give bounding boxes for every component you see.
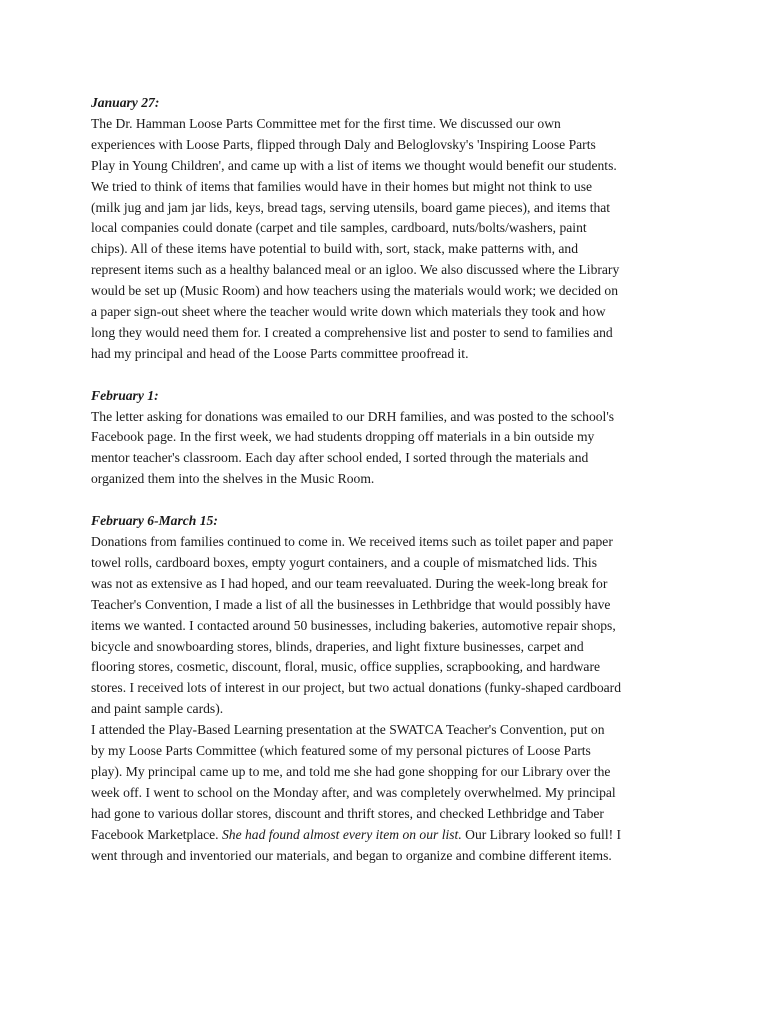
entry-text-line: a paper sign-out sheet where the teacher would write down which materials they took and how: [91, 304, 606, 320]
entry-text-line: chips). All of these items have potential to build with, sort, stack, make patterns with, and: [91, 241, 579, 257]
entry-text-line: items we wanted. I contacted around 50 businesses, including bakeries, automotive repair shops,: [91, 617, 616, 633]
entry-text-line: local companies could donate (carpet and tile samples, cardboard, nuts/bolts/washers, paint: [91, 220, 587, 236]
document-page: [91, 93, 691, 867]
entry-text-line: would be set up (Music Room) and how teachers using the materials would work; we decided on: [91, 283, 619, 299]
entry-text-line: We tried to think of items that families would have in their homes but might not think to use: [91, 178, 593, 194]
entry-text-line: Facebook page. In the first week, we had students dropping off materials in a bin outside my: [91, 429, 595, 445]
entry-text-line: mentor teacher's classroom. Each day after school ended, I sorted through the materials and: [91, 450, 589, 466]
entry-text-line: had gone to various dollar stores, discount and thrift stores, and checked Lethbridge and Taber: [91, 805, 604, 821]
entry-text-line: Donations from families continued to come in. We received items such as toilet paper and paper: [91, 534, 613, 549]
emphasized-text: She had found almost every item on our list.: [221, 826, 462, 842]
entry-text-line: went through and inventoried our materials, and began to organize and combine different items.: [91, 847, 612, 863]
entry-text-line: flooring stores, cosmetic, discount, floral, music, office supplies, scrapbooking, and hardware: [91, 659, 601, 675]
text-fragment: Our Library looked so full! I: [461, 826, 622, 842]
entry-text-line: week off. I went to school on the Monday after, and was completely overwhelmed. My principal: [91, 784, 616, 800]
entry-text-line: had my principal and head of the Loose Parts committee proofread it.: [91, 345, 469, 361]
entry-date-heading: February 6-March 15:: [91, 513, 218, 529]
entry-text-line: and paint sample cards).: [91, 701, 224, 717]
entry-text-line: Play in Young Children', and came up with a list of items we thought would benefit our students.: [91, 157, 617, 173]
journal-entry: [91, 511, 691, 866]
entry-date-heading: January 27:: [91, 95, 160, 110]
entry-text-line: towel rolls, cardboard boxes, empty yogurt containers, and a couple of mismatched lids. This: [91, 554, 597, 570]
entry-text-line: experiences with Loose Parts, flipped through Daly and Beloglovsky's 'Inspiring Loose Parts: [91, 136, 596, 152]
entry-text-line: [91, 825, 691, 846]
entry-text-line: Teacher's Convention, I made a list of all the businesses in Lethbridge that would possibly have: [91, 596, 611, 612]
entry-text-line: was not as extensive as I had hoped, and our team reevaluated. During the week-long break for: [91, 575, 608, 591]
entry-text-line: I attended the Play-Based Learning presentation at the SWATCA Teacher's Convention, put on: [91, 722, 605, 738]
entry-text-line: bicycle and snowboarding stores, blinds, draperies, and light fixture businesses, carpet and: [91, 638, 584, 654]
journal-entry: [91, 386, 691, 491]
entry-text-line: play). My principal came up to me, and told me she had gone shopping for our Library over the: [91, 763, 611, 779]
entry-text-line: by my Loose Parts Committee (which featured some of my personal pictures of Loose Parts: [91, 743, 591, 759]
entry-text-line: represent items such as a healthy balanced meal or an igloo. We also discussed where the Library: [91, 262, 620, 278]
journal-entry: [91, 93, 691, 365]
entry-text-line: The Dr. Hamman Loose Parts Committee met for the first time. We discussed our own: [91, 115, 561, 131]
entry-text-line: (milk jug and jam jar lids, keys, bread tags, serving utensils, board game pieces), and items that: [91, 199, 611, 215]
entry-text-line: The letter asking for donations was emailed to our DRH families, and was posted to the school's: [91, 408, 615, 424]
entry-date-heading: February 1:: [91, 387, 159, 403]
entry-text-line: stores. I received lots of interest in our project, but two actual donations (funky-shaped cardboard: [91, 680, 621, 696]
entry-text-line: long they would need them for. I created a comprehensive list and poster to send to families and: [91, 324, 613, 340]
text-fragment: Facebook Marketplace.: [91, 826, 222, 842]
entry-text-line: organized them into the shelves in the Music Room.: [91, 471, 375, 487]
